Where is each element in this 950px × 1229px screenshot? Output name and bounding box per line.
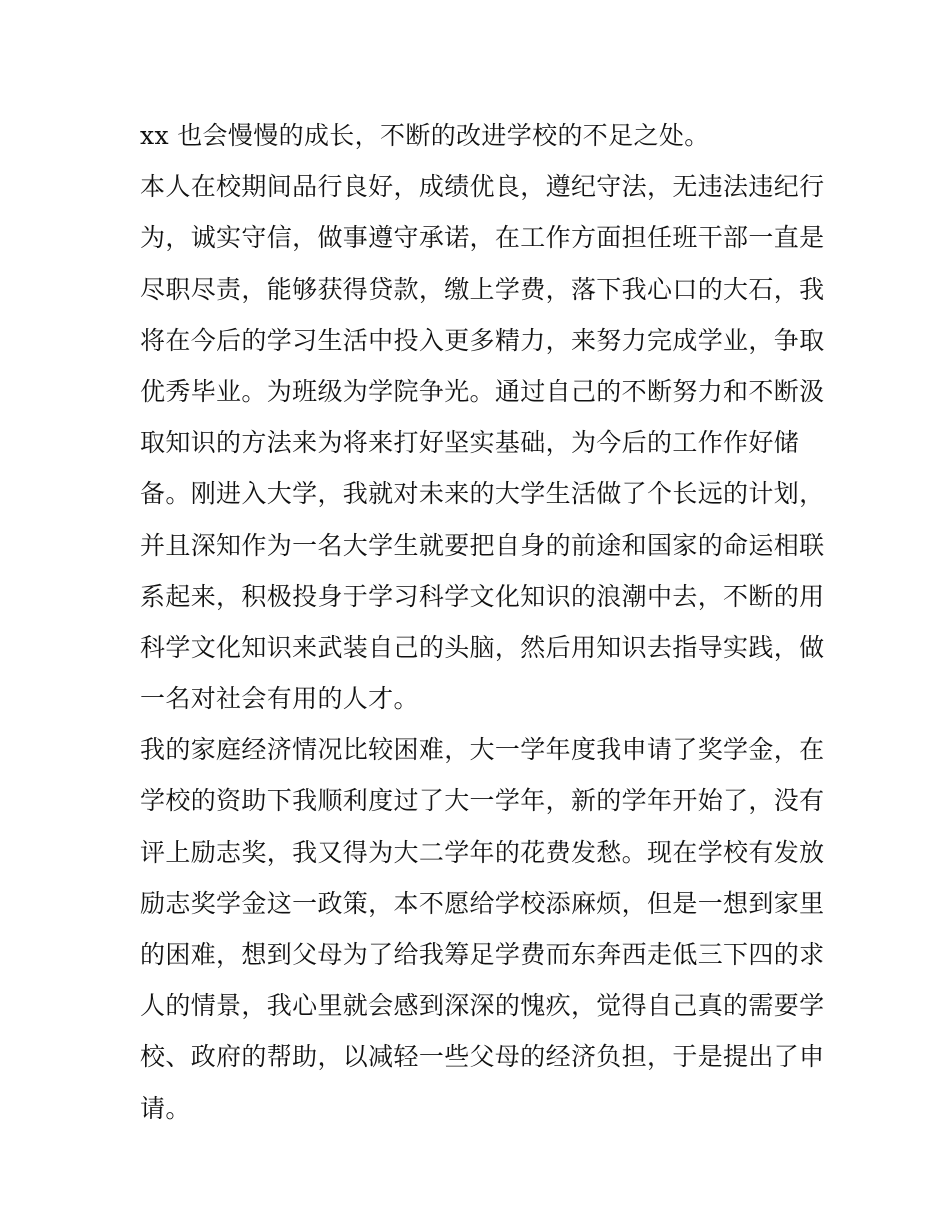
text-line: 优秀毕业。为班级为学院争光。通过自己的不断努力和不断汲 [140, 376, 825, 406]
text-line: 系起来，积极投身于学习科学文化知识的浪潮中去，不断的用 [140, 581, 825, 611]
text-line: 评上励志奖，我又得为大二学年的花费发愁。现在学校有发放 [140, 837, 825, 867]
text-line: 尽职尽责，能够获得贷款，缴上学费，落下我心口的大石，我 [140, 274, 825, 304]
body-text [140, 110, 825, 1134]
text-line: 为，诚实守信，做事遵守承诺，在工作方面担任班干部一直是 [140, 223, 825, 253]
text-line: 科学文化知识来武装自己的头脑，然后用知识去指导实践，做 [140, 632, 825, 662]
text-line: 我的家庭经济情况比较困难，大一学年度我申请了奖学金，在 [140, 735, 825, 765]
text-line: 取知识的方法来为将来打好坚实基础，为今后的工作作好储 [140, 428, 800, 458]
text-line: 请。 [140, 1093, 191, 1123]
text-line: 并且深知作为一名大学生就要把自身的前途和国家的命运相联 [140, 530, 825, 560]
text-line: 学校的资助下我顺利度过了大一学年，新的学年开始了，没有 [140, 786, 825, 816]
text-line: 励志奖学金这一政策，本不愿给学校添麻烦，但是一想到家里 [140, 888, 825, 918]
text-line: 备。刚进入大学，我就对未来的大学生活做了个长远的计划， [140, 479, 825, 509]
text-line: 将在今后的学习生活中投入更多精力，来努力完成学业，争取 [140, 325, 825, 355]
text-line: 校、政府的帮助，以减轻一些父母的经济负担，于是提出了申 [140, 1042, 825, 1072]
text-line: 的困难，想到父母为了给我筹足学费而东奔西走低三下四的求 [140, 940, 825, 969]
text-line: 人的情景，我心里就会感到深深的愧疚，觉得自己真的需要学 [140, 991, 825, 1021]
text-line: xx 也会慢慢的成长，不断的改进学校的不足之处。 [140, 121, 710, 150]
text-line: 一名对社会有用的人才。 [140, 684, 419, 714]
text-line: 本人在校期间品行良好，成绩优良，遵纪守法，无违法违纪行 [140, 172, 825, 202]
